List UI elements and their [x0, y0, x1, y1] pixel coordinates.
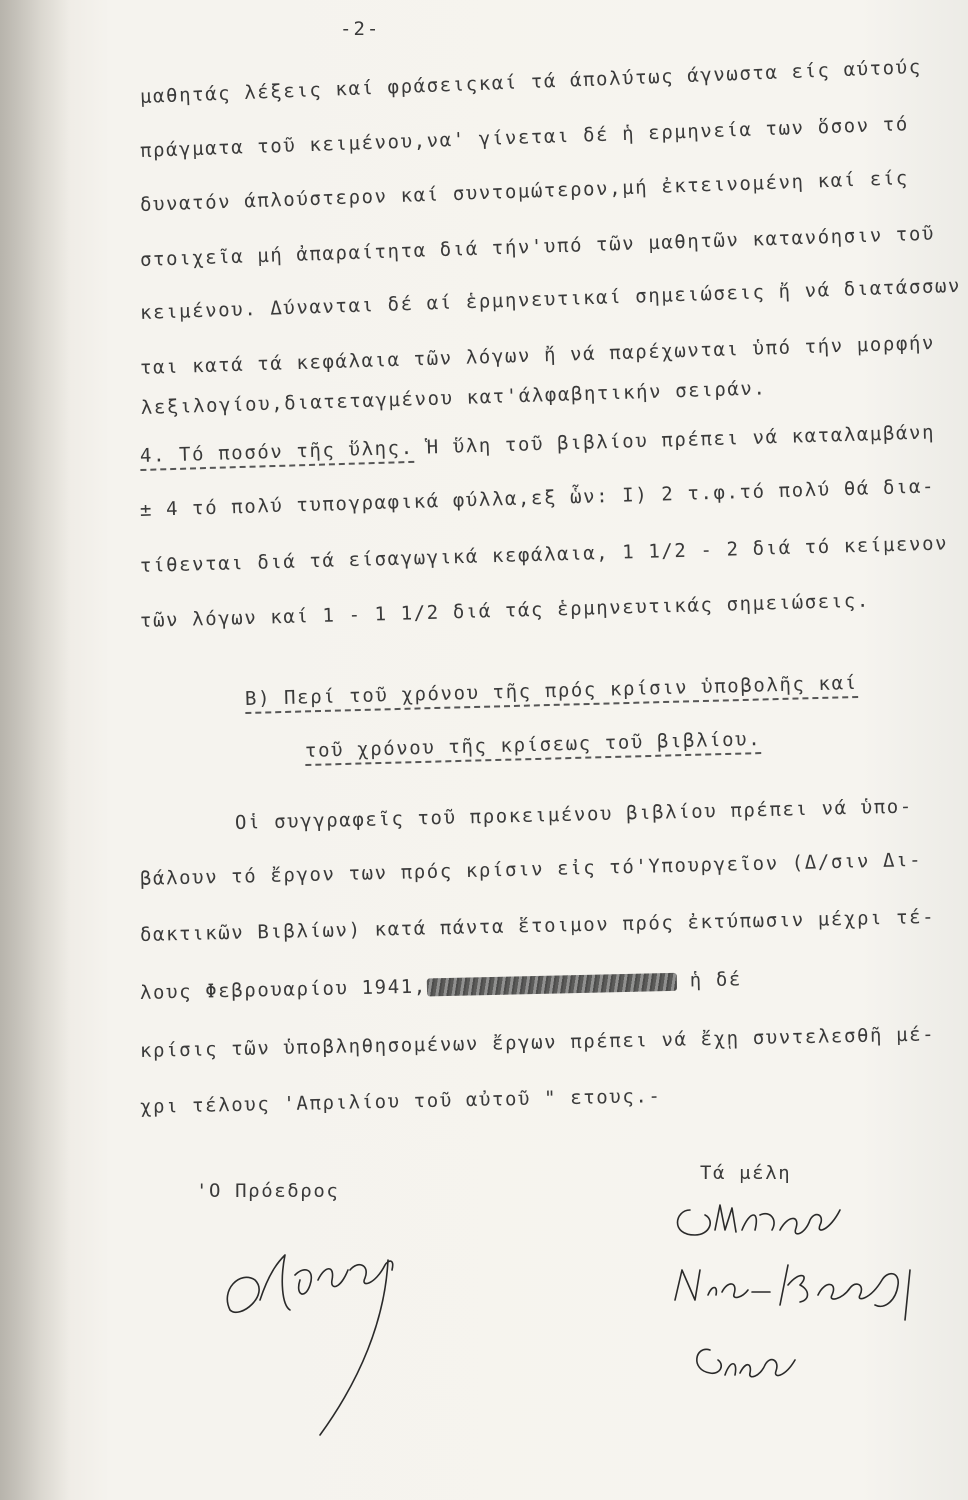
body-line: λεξιλογίου,διατεταγμένου κατ'άλφαβητικήν σειράν.: [140, 377, 767, 419]
president-signature: [200, 1210, 420, 1440]
member-signature-3: [680, 1335, 820, 1395]
section4-line1-text: Ἡ ὕλη τοῦ βιβλίου πρέπει νά καταλαμβάνη: [426, 421, 936, 459]
members-label: Τά μέλη: [700, 1162, 792, 1184]
sectionB-line4-end: ἡ δέ: [689, 968, 743, 992]
struck-out-text: [427, 972, 677, 996]
sectionB-line: χρι τέλους 'Απριλίου τοῦ αὐτοῦ " ετους.-: [139, 1085, 662, 1118]
sectionB-line4-text: λους Φεβρουαρίου 1941,: [139, 975, 428, 1004]
body-line: μαθητάς λέξεις καί φράσειςκαί τά άπολύτως άγνωστα είς αύτούς: [139, 55, 923, 108]
body-line: ται κατά τά κεφάλαια τῶν λόγων ἤ νά παρέχωνται ὑπό τήν μορφήν: [139, 332, 936, 379]
body-line: πράγματα τοῦ κειμένου,να' γίνεται δέ ἡ ερμηνεία των ὅσον τό: [139, 113, 910, 162]
section4-heading: 4. Τό ποσόν τῆς ὕλης.: [140, 437, 414, 471]
scan-shadow: [0, 0, 70, 1500]
body-line: κειμένου. Δύνανται δέ αί ἑρμηνευτικαί σημειώσεις ἤ νά διατάσσων: [139, 274, 962, 324]
body-line: δυνατόν άπλούστερον καί συντομώτερον,μή ἐκτεινομένη καί είς: [139, 167, 910, 216]
sectionB-line: κρίσις τῶν ὑποβληθησομένων ἔργων πρέπει νά ἔχῃ συντελεσθῆ μέ-: [139, 1023, 936, 1062]
sectionB-line: βάλουν τό ἔργον των πρός κρίσιν εἰς τό'Υπουργεῖον (Δ/σιν Δι-: [139, 848, 923, 890]
sectionB-line: δακτικῶν Βιβλίων) κατά πάντα ἕτοιμον πρός ἐκτύπωσιν μέχρι τέ-: [139, 905, 936, 946]
sectionB-line: Οἱ συγγραφεῖς τοῦ προκειμένου βιβλίου πρέπει νά ὑπο-: [234, 795, 914, 834]
member-signature-2: [660, 1250, 920, 1330]
section4-line2: ± 4 τό πολύ τυπογραφικά φύλλα,εξ ὧν: I) 2 τ.φ.τό πολύ θά δια-: [139, 475, 936, 521]
sectionB-heading-text1: Β) Περί τοῦ χρόνου τῆς πρός κρίσιν ὑποβολῆς καί: [245, 672, 858, 714]
sectionB-heading-text2: τοῦ χρόνου τῆς κρίσεως τοῦ βιβλίου.: [305, 728, 762, 766]
section4-line4: τῶν λόγων καί 1 - 1 1/2 διά τάς ἑρμηνευτικάς σημειώσεις.: [139, 589, 871, 632]
section4-line3: τίθενται διά τά είσαγωγικά κεφάλαια, 1 1/2 - 2 διά τό κείμενον: [139, 532, 949, 577]
president-label: 'Ο Πρόεδρος: [196, 1180, 340, 1202]
body-line: στοιχεῖα μή ἀπαραίτητα διά τήν'υπό τῶν μαθητῶν κατανόησιν τοῦ: [139, 222, 936, 271]
page-number: -2-: [340, 18, 381, 40]
